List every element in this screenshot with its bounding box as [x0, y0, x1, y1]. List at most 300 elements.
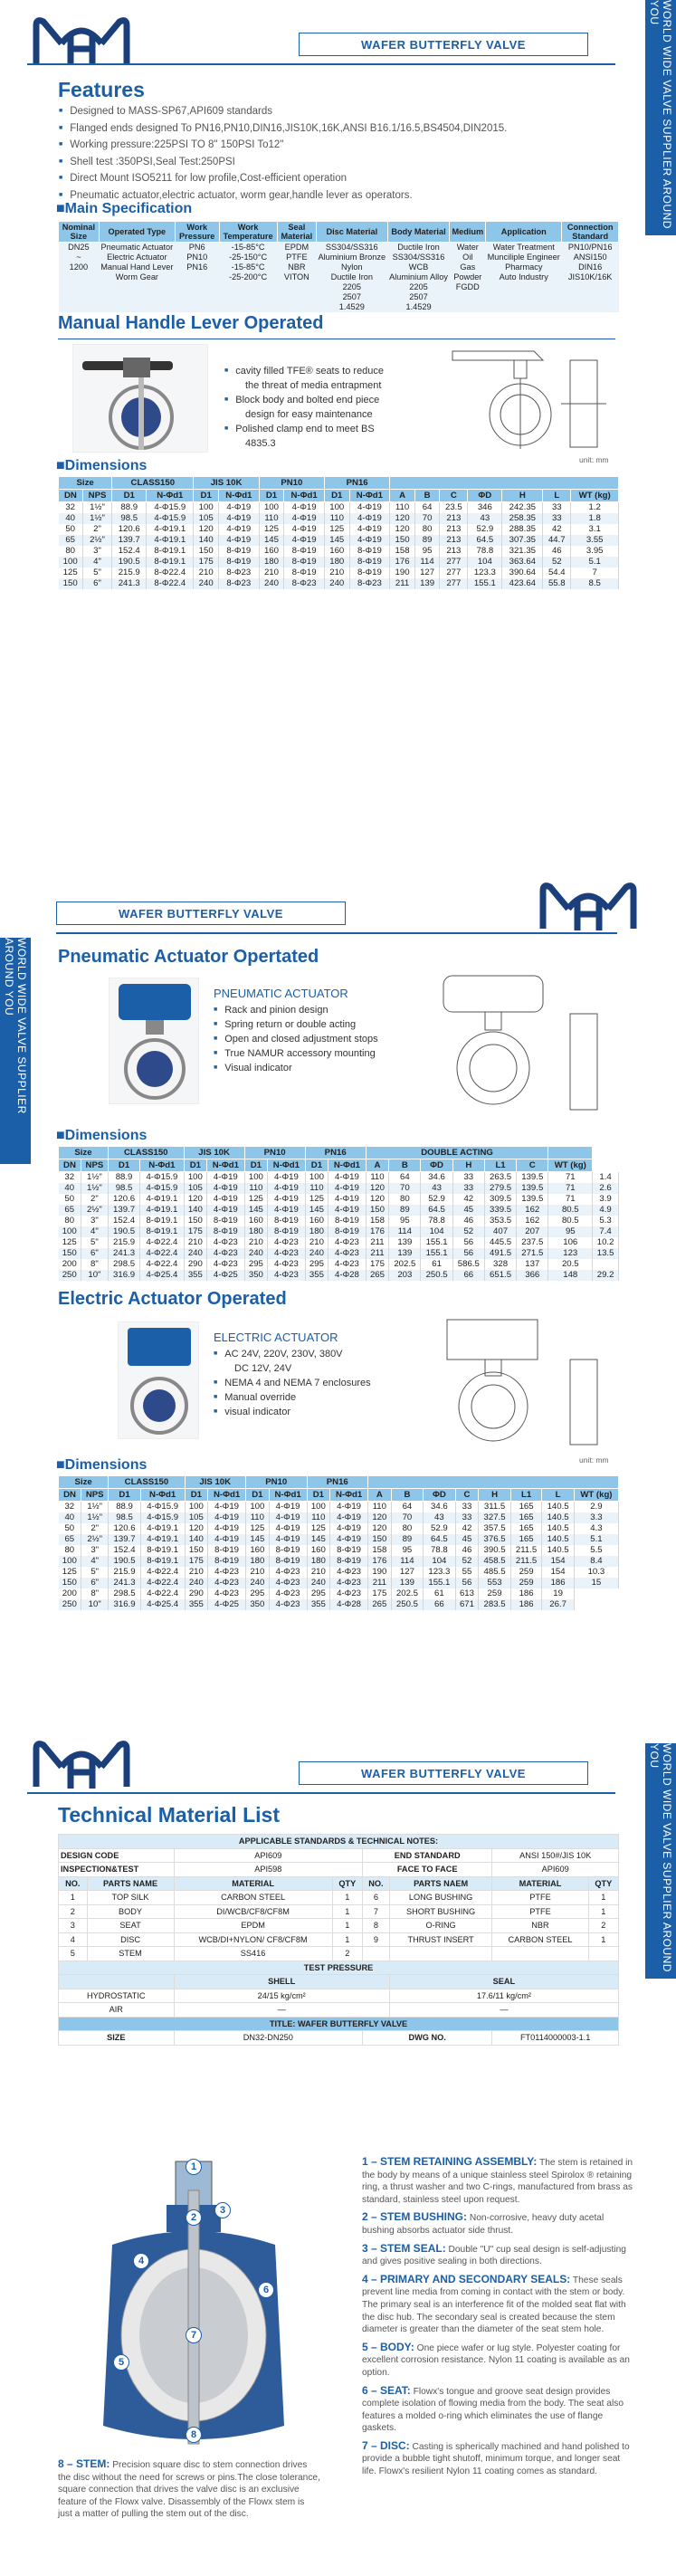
table-cell: 8-Φ19: [330, 1545, 368, 1556]
table-cell: 4-Φ19: [284, 524, 325, 535]
table-cell: 4": [82, 557, 111, 568]
table-cell: 125: [259, 524, 284, 535]
table-cell: 259: [510, 1567, 542, 1578]
column-header: N-Φd1: [284, 490, 325, 502]
table-cell: 295: [246, 1589, 270, 1599]
table-cell: 114: [389, 1226, 421, 1237]
table-cell: 110: [390, 502, 415, 513]
table-cell: 4-Φ23: [330, 1589, 368, 1599]
product-banner: WAFER BUTTERFLY VALVE: [299, 33, 588, 56]
valve-cutaway-drawing: [58, 2154, 329, 2453]
table-cell: 242.35: [502, 502, 543, 513]
table-cell: 6": [81, 1248, 108, 1259]
table-cell: 52.9: [424, 1523, 455, 1534]
table-cell: 162: [517, 1216, 548, 1226]
table-cell: 240: [184, 1248, 207, 1259]
table-cell: 346: [468, 502, 502, 513]
table-cell: 64: [414, 502, 440, 513]
table-cell: 240: [244, 1248, 268, 1259]
table-cell: 366: [517, 1270, 548, 1281]
table-row: [59, 524, 619, 535]
table-cell: 50: [59, 524, 83, 535]
table-row: [59, 513, 619, 524]
table-row: [59, 578, 619, 589]
table-cell: 210: [307, 1567, 330, 1578]
callout-5: 5: [113, 2354, 129, 2371]
table-cell: 4-Φ23: [269, 1567, 307, 1578]
table-cell: 3": [81, 1216, 108, 1226]
table-cell: 4": [81, 1226, 108, 1237]
table-cell: 458.5: [479, 1556, 510, 1567]
feature-item: ■ Direct Mount ISO5211 for low profile,Cost-efficient operation: [59, 170, 620, 187]
table-cell: 328: [484, 1259, 516, 1270]
table-cell: 114: [414, 557, 440, 568]
std-title: APPLICABLE STANDARDS & TECHNICAL NOTES:: [59, 1835, 619, 1849]
table-cell: 120: [390, 524, 415, 535]
table-cell: 277: [440, 568, 468, 578]
table-cell: 110: [368, 1502, 392, 1512]
column-header: N-Φd1: [207, 1159, 245, 1172]
group-header: PN16: [325, 477, 390, 490]
table-cell: 32: [59, 1172, 81, 1183]
bullet-item: ■ Polished clamp end to meet BS: [224, 422, 405, 436]
table-cell: 33: [455, 1502, 479, 1512]
material-table: APPLICABLE STANDARDS & TECHNICAL NOTES: DESIGN CODE API609 END STANDARD ANSI 150#/JIS 10K INSPECTION&TEST API598 FACE TO FACE API609 NO. PARTS NAME MATERIAL QTY NO. PARTS NAEM MATERIAL QTY 1 TOP SILK CARBON STEEL 1 6 LONG BUSHING PTFE 1 2 BODY DI/WCB/CF8/CF8M 1 7 SHORT BUSHING PTFE 1 3 SEAT EPDM 1 8 O-RING NBR 2 4 DISC WCB/DI+NYLON/ CF8/CF8M 1 9 THRUST INSERT CARBON STEEL 1 5 STEM SS416 2 TEST PRESSURE SHELL SEAL HYDROSTATIC 24/15 kg/cm² 17.6/11 kg/cm² AIR — — TITLE: WAFER BUTTERFLY VALVE SIZE DN32-DN250 DWG NO. FT0114000003-1.1: [58, 1834, 619, 2046]
table-cell: 154: [542, 1556, 574, 1567]
table-cell: 4-Φ19: [328, 1194, 367, 1205]
spec-cell: Ductile Iron SS304/SS316 WCB Aluminium Alloy 2205 2507 1.4529: [389, 243, 448, 311]
table-cell: 78.8: [468, 546, 502, 557]
table-cell: 100: [244, 1172, 268, 1183]
main-spec-title: ■Main Specification: [56, 201, 193, 216]
table-cell: 190.5: [108, 1226, 139, 1237]
parts-row: 4 DISC WCB/DI+NYLON/ CF8/CF8M 1 9 THRUST INSERT CARBON STEEL 1: [59, 1932, 619, 1947]
table-cell: 80: [59, 1216, 81, 1226]
spec-header: Body Material: [387, 222, 450, 243]
table-cell: 95: [391, 1545, 423, 1556]
column-header: N-Φd1: [268, 1159, 306, 1172]
table-cell: 125: [244, 1194, 268, 1205]
spec-cell: Water Treatment Munciliple Engineer Pharmacy Auto Industry: [486, 243, 562, 313]
table-cell: 23.5: [440, 502, 468, 513]
table-cell: 491.5: [484, 1248, 516, 1259]
table-cell: 120: [185, 1523, 208, 1534]
table-cell: 8-Φ19: [284, 557, 325, 568]
table-row: [59, 1545, 619, 1556]
table-cell: 52: [455, 1556, 479, 1567]
table-row: [59, 1578, 619, 1589]
table-cell: 4-Φ23: [207, 1259, 245, 1270]
dimensions-table-1: [58, 476, 619, 589]
column-header: WT (kg): [548, 1159, 593, 1172]
table-cell: 8-Φ19: [268, 1226, 306, 1237]
table-cell: 4-Φ19: [328, 1172, 367, 1183]
table-cell: 110: [307, 1512, 330, 1523]
table-cell: 33: [452, 1183, 484, 1194]
table-cell: 3.95: [571, 546, 619, 557]
table-cell: 140.5: [542, 1545, 574, 1556]
table-cell: 4-Φ19: [218, 535, 259, 546]
table-cell: 155.1: [421, 1237, 452, 1248]
column-header: DN: [59, 1159, 81, 1172]
table-cell: 1½": [81, 1512, 109, 1523]
bullet-item: ■ Block body and bolted end piece: [224, 393, 405, 407]
table-cell: 140.5: [542, 1523, 574, 1534]
table-cell: 4-Φ23: [268, 1248, 306, 1259]
table-cell: 4-Φ19: [268, 1205, 306, 1216]
table-cell: 1.4: [593, 1172, 619, 1183]
table-cell: 1½": [82, 502, 111, 513]
table-cell: 265: [368, 1599, 392, 1610]
table-cell: 7.4: [593, 1226, 619, 1237]
dimensions-table-2: [58, 1146, 619, 1281]
table-cell: 150: [59, 1578, 81, 1589]
table-cell: 1½": [81, 1502, 109, 1512]
table-cell: 240: [194, 578, 219, 589]
column-header: H: [479, 1489, 510, 1502]
bullet-item: ■ NEMA 4 and NEMA 7 enclosures: [214, 1376, 404, 1390]
spec-header: Work Temperature: [219, 222, 277, 243]
column-header: NPS: [81, 1489, 109, 1502]
table-cell: 120.6: [108, 1194, 139, 1205]
table-cell: 100: [59, 1226, 81, 1237]
group-header: Size: [59, 1147, 109, 1159]
table-cell: 162: [517, 1205, 548, 1216]
table-cell: 2½": [81, 1534, 109, 1545]
table-cell: 288.35: [502, 524, 543, 535]
table-cell: 207: [517, 1226, 548, 1237]
table-cell: 271.5: [517, 1248, 548, 1259]
table-cell: 240: [246, 1578, 270, 1589]
table-cell: 671: [455, 1599, 479, 1610]
table-cell: 50: [59, 1194, 81, 1205]
bullet-item: 4835.3: [245, 438, 276, 449]
group-header: JIS 10K: [194, 477, 259, 490]
table-row: [59, 1502, 619, 1512]
table-cell: 8.4: [574, 1556, 618, 1567]
table-cell: 13.5: [593, 1248, 619, 1259]
table-cell: 65: [59, 535, 83, 546]
table-cell: 150: [366, 1205, 389, 1216]
column-header: A: [366, 1159, 389, 1172]
table-cell: 110: [325, 513, 350, 524]
table-cell: 175: [366, 1259, 389, 1270]
table-cell: 4-Φ23: [269, 1589, 307, 1599]
table-cell: 8-Φ19: [218, 557, 259, 568]
table-cell: 290: [185, 1589, 208, 1599]
table-cell: 4-Φ19: [207, 1172, 245, 1183]
table-cell: 210: [246, 1567, 270, 1578]
group-header: PN16: [305, 1147, 366, 1159]
dimensions-title-3: ■Dimensions: [56, 1457, 148, 1473]
parts-row: 1 TOP SILK CARBON STEEL 1 6 LONG BUSHING PTFE 1: [59, 1891, 619, 1905]
table-cell: 6": [82, 578, 111, 589]
table-cell: 240: [185, 1578, 208, 1589]
feature-item: ■ Flanged ends designed To PN16,PN10,DIN16,JIS10K,16K,ANSI B16.1/16.5,BS4504,DIN2015.: [59, 120, 620, 138]
table-cell: 65: [59, 1534, 81, 1545]
table-cell: 279.5: [484, 1183, 516, 1194]
table-cell: 180: [244, 1226, 268, 1237]
table-cell: 376.5: [479, 1534, 510, 1545]
table-cell: 4-Φ23: [208, 1567, 246, 1578]
table-cell: 160: [307, 1545, 330, 1556]
table-cell: 78.8: [421, 1216, 452, 1226]
table-cell: 145: [307, 1534, 330, 1545]
unit-note-2: unit: mm: [579, 1455, 609, 1465]
table-cell: 4-Φ23: [207, 1248, 245, 1259]
column-header: NPS: [81, 1159, 108, 1172]
table-cell: 1½": [82, 513, 111, 524]
table-cell: 150: [59, 1248, 81, 1259]
table-cell: 32: [59, 1502, 81, 1512]
table-cell: 100: [325, 502, 350, 513]
table-cell: 8-Φ19: [328, 1226, 367, 1237]
table-cell: 139.5: [517, 1172, 548, 1183]
table-cell: 29.2: [593, 1270, 619, 1281]
table-cell: 241.3: [108, 1248, 139, 1259]
table-cell: 150: [390, 535, 415, 546]
page-3: [0, 1720, 676, 2576]
stem-description: 8 – STEM: Precision square disc to stem connection drives the disc without the need for screws or pins.The close tolerance, square connection that drives the valve disc is an exclusive feature of the Flowx valve. Disassembly of the Flowx stem is just a matter of pulling the stem out of the disc.: [58, 2457, 320, 2520]
table-cell: 8-Φ19: [269, 1556, 307, 1567]
table-cell: 165: [510, 1523, 542, 1534]
table-cell: 54.4: [543, 568, 571, 578]
table-cell: 100: [307, 1502, 330, 1512]
table-cell: 150: [184, 1216, 207, 1226]
table-cell: 125: [59, 1567, 81, 1578]
table-cell: 8.5: [571, 578, 619, 589]
group-header: PN16: [307, 1476, 368, 1489]
table-cell: 139.7: [112, 535, 147, 546]
table-cell: 5": [81, 1567, 109, 1578]
table-cell: 211.5: [510, 1545, 542, 1556]
table-cell: 4": [81, 1556, 109, 1567]
table-cell: 152.4: [109, 1545, 140, 1556]
table-cell: 32: [59, 502, 83, 513]
table-cell: 145: [244, 1205, 268, 1216]
table-cell: 127: [391, 1567, 423, 1578]
table-cell: 4-Φ25.4: [140, 1599, 185, 1610]
table-cell: 33: [452, 1172, 484, 1183]
table-cell: 100: [185, 1502, 208, 1512]
table-cell: 8-Φ19: [218, 546, 259, 557]
spec-header: Medium: [450, 222, 486, 243]
group-header: CLASS150: [108, 1147, 184, 1159]
table-cell: 100: [184, 1172, 207, 1183]
table-cell: 175: [194, 557, 219, 568]
table-cell: 186: [510, 1589, 542, 1599]
group-header: CLASS150: [112, 477, 194, 490]
table-cell: 4.3: [574, 1523, 618, 1534]
table-cell: 78.8: [424, 1545, 455, 1556]
table-cell: 46: [543, 546, 571, 557]
column-header: N-Φd1: [330, 1489, 368, 1502]
table-cell: 4-Φ25: [207, 1270, 245, 1281]
table-cell: 190.5: [109, 1556, 140, 1567]
table-cell: 4-Φ19: [208, 1523, 246, 1534]
table-cell: 110: [244, 1183, 268, 1194]
table-cell: 4-Φ19: [328, 1205, 367, 1216]
table-cell: 80: [414, 524, 440, 535]
table-cell: 55: [455, 1567, 479, 1578]
table-cell: 110: [366, 1172, 389, 1183]
table-cell: 110: [305, 1183, 328, 1194]
table-cell: 5.1: [574, 1534, 618, 1545]
table-row: [59, 535, 619, 546]
table-row: [59, 1216, 619, 1226]
table-cell: 56: [452, 1248, 484, 1259]
dimensions-table-3: [58, 1475, 619, 1610]
table-cell: 8-Φ19.1: [140, 1216, 184, 1226]
table-cell: 586.5: [452, 1259, 484, 1270]
column-header: H: [502, 490, 543, 502]
table-cell: 8-Φ19: [284, 568, 325, 578]
table-cell: 4-Φ19.1: [140, 1534, 185, 1545]
table-cell: 140: [194, 535, 219, 546]
table-cell: 277: [440, 557, 468, 568]
table-cell: 20.5: [548, 1259, 593, 1270]
table-cell: 180: [307, 1556, 330, 1567]
table-cell: 258.35: [502, 513, 543, 524]
callout-4: 4: [133, 2253, 149, 2269]
table-cell: 215.9: [108, 1237, 139, 1248]
table-cell: 4-Φ23: [268, 1270, 306, 1281]
table-cell: 4-Φ15.9: [140, 1512, 185, 1523]
pneumatic-title: Pneumatic Actuator Opertated: [58, 947, 319, 967]
bullet-item: ■ Manual override: [214, 1390, 404, 1405]
table-cell: 4-Φ28: [328, 1270, 367, 1281]
table-cell: 290: [184, 1259, 207, 1270]
table-cell: 140: [184, 1205, 207, 1216]
table-cell: 34.6: [421, 1172, 452, 1183]
column-header: N-Φd1: [140, 1159, 184, 1172]
table-cell: 298.5: [109, 1589, 140, 1599]
parts-descriptions: [362, 2156, 633, 2484]
table-cell: 8-Φ23: [218, 568, 259, 578]
table-cell: 350: [244, 1270, 268, 1281]
table-row: [59, 568, 619, 578]
table-cell: 4-Φ15.9: [147, 502, 194, 513]
side-tab: WORLD WIDE VALVE SUPPLIER AROUND YOU: [645, 0, 676, 235]
table-cell: 120: [368, 1523, 392, 1534]
table-cell: 190: [368, 1567, 392, 1578]
column-header: D1: [244, 1159, 268, 1172]
feature-item: ■ Shell test :350PSI,Seal Test:250PSI: [59, 154, 620, 171]
table-cell: 80.5: [548, 1216, 593, 1226]
table-cell: 4-Φ19: [349, 535, 390, 546]
electric-bullets: [214, 1347, 404, 1419]
table-cell: 4-Φ19.1: [147, 535, 194, 546]
table-cell: 339.5: [484, 1205, 516, 1216]
table-cell: 139.5: [517, 1183, 548, 1194]
table-cell: 158: [366, 1216, 389, 1226]
table-cell: 4-Φ22.4: [140, 1237, 184, 1248]
table-cell: 4-Φ22.4: [140, 1589, 185, 1599]
table-cell: 10.2: [593, 1237, 619, 1248]
part-description: 2 – STEM BUSHING: Non-corrosive, heavy duty acetal bushing absorbs actuator side thrust.: [362, 2210, 605, 2236]
table-cell: 120: [368, 1512, 392, 1523]
manual-drawing: [425, 342, 615, 451]
table-cell: 150: [194, 546, 219, 557]
pneumatic-drawing: [425, 968, 615, 1113]
table-cell: 45: [455, 1534, 479, 1545]
tech-title: Technical Material List: [58, 1803, 280, 1827]
table-cell: 553: [479, 1578, 510, 1589]
table-cell: 127: [414, 568, 440, 578]
table-cell: 120: [194, 524, 219, 535]
page-1: [0, 0, 676, 851]
table-cell: 155.1: [468, 578, 502, 589]
table-cell: 213: [440, 524, 468, 535]
table-cell: 52: [452, 1226, 484, 1237]
table-cell: 4-Φ19: [208, 1534, 246, 1545]
table-cell: 4-Φ23: [268, 1259, 306, 1270]
table-cell: 120: [366, 1183, 389, 1194]
part-description: 1 – STEM RETAINING ASSEMBLY: The stem is retained in the body by means of a unique stainless steel Spirolox ® retaining ring, a thrust washer and two C-rings, manufactured from brass as standard, stainless steel upon request.: [362, 2155, 633, 2205]
callout-6: 6: [258, 2282, 274, 2298]
parts-header: MATERIAL: [174, 1876, 332, 1891]
table-cell: 259: [479, 1589, 510, 1599]
table-row: [59, 1567, 619, 1578]
group-header: JIS 10K: [185, 1476, 246, 1489]
table-cell: 2": [81, 1523, 109, 1534]
main-spec-table: [58, 221, 619, 312]
features-list: [59, 103, 620, 204]
bullet-item: ■ Visual indicator: [214, 1061, 404, 1075]
table-cell: 180: [259, 557, 284, 568]
table-cell: 4-Φ19: [284, 513, 325, 524]
table-cell: 40: [59, 513, 83, 524]
table-row: [59, 1556, 619, 1567]
column-header: B: [391, 1489, 423, 1502]
table-cell: 4-Φ23: [330, 1567, 368, 1578]
table-cell: 4-Φ19: [269, 1512, 307, 1523]
dimensions-title-1: ■Dimensions: [56, 458, 148, 473]
table-cell: 1½": [81, 1172, 108, 1183]
product-banner-3: WAFER BUTTERFLY VALVE: [299, 1761, 588, 1785]
table-cell: 390.5: [479, 1545, 510, 1556]
table-cell: 8-Φ19: [268, 1216, 306, 1226]
table-cell: 180: [246, 1556, 270, 1567]
table-cell: 154: [542, 1567, 574, 1578]
table-cell: 355: [184, 1270, 207, 1281]
table-cell: 152.4: [112, 546, 147, 557]
callout-3: 3: [214, 2202, 231, 2218]
parts-header: NO.: [59, 1876, 88, 1891]
table-cell: 104: [424, 1556, 455, 1567]
table-cell: 8-Φ22.4: [147, 568, 194, 578]
table-cell: 3": [81, 1545, 109, 1556]
table-cell: 139: [414, 578, 440, 589]
spec-cell: -15-85°C -25-150°C -15-85°C -25-200°C: [219, 243, 277, 313]
table-cell: 3.9: [593, 1194, 619, 1205]
table-cell: 237.5: [517, 1237, 548, 1248]
table-cell: 150: [368, 1534, 392, 1545]
table-cell: 259: [510, 1578, 542, 1589]
table-cell: 202.5: [391, 1589, 423, 1599]
table-cell: 6": [81, 1578, 109, 1589]
parts-row: 2 BODY DI/WCB/CF8/CF8M 1 7 SHORT BUSHING PTFE 1: [59, 1904, 619, 1919]
table-row: [59, 1534, 619, 1545]
table-cell: 2½": [82, 535, 111, 546]
table-cell: 445.5: [484, 1237, 516, 1248]
table-cell: 123.3: [468, 568, 502, 578]
table-cell: 8-Φ19: [207, 1226, 245, 1237]
table-cell: 190: [390, 568, 415, 578]
table-cell: 1.2: [571, 502, 619, 513]
column-header: A: [390, 490, 415, 502]
parts-header: MATERIAL: [492, 1876, 588, 1891]
